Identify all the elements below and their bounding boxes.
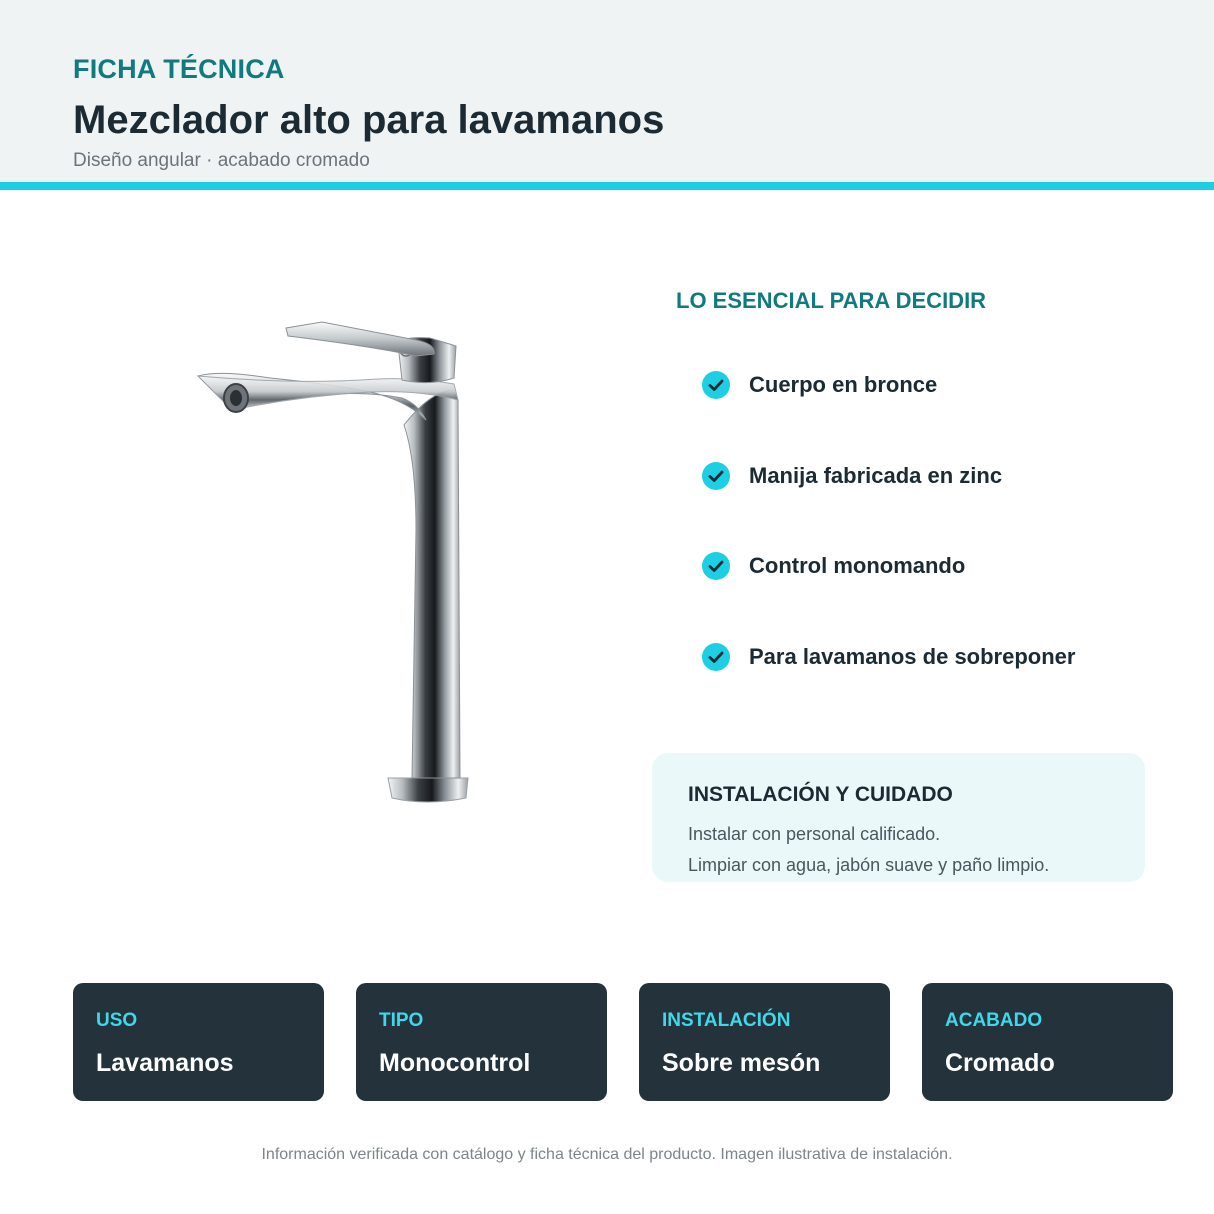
spec-value: Monocontrol (379, 1049, 531, 1077)
feature-label: Para lavamanos de sobreponer (749, 644, 1076, 669)
spec-value: Lavamanos (96, 1049, 234, 1077)
check-circle-icon (702, 552, 730, 580)
spec-card-tipo (356, 983, 607, 1101)
spec-value: Cromado (945, 1049, 1055, 1077)
page-subtitle: Diseño angular · acabado cromado (73, 150, 370, 171)
check-circle-icon (702, 371, 730, 399)
feature-label: Control monomando (749, 553, 966, 578)
feature-label: Manija fabricada en zinc (749, 463, 1003, 488)
spec-card-acabado (922, 983, 1173, 1101)
eyebrow-label: FICHA TÉCNICA (73, 54, 285, 84)
check-circle-icon (702, 462, 730, 490)
spec-label: INSTALACIÓN (662, 1010, 791, 1031)
feature-label: Cuerpo en bronce (749, 372, 938, 397)
check-circle-icon (702, 643, 730, 671)
spec-card-uso (73, 983, 324, 1101)
faucet-illustration (180, 300, 500, 820)
header-accent-bar (0, 182, 1214, 190)
spec-label: TIPO (379, 1010, 424, 1031)
spec-label: ACABADO (945, 1010, 1043, 1031)
page-title: Mezclador alto para lavamanos (73, 98, 665, 142)
feature-item (702, 642, 1075, 672)
feature-item (702, 370, 937, 400)
care-line: Limpiar con agua, jabón suave y paño limpio. (688, 855, 1050, 875)
spec-label: USO (96, 1010, 138, 1031)
spec-value: Sobre mesón (662, 1049, 821, 1077)
spec-card-instalacion (639, 983, 890, 1101)
feature-item (702, 551, 965, 581)
feature-item (702, 461, 1002, 491)
care-heading: INSTALACIÓN Y CUIDADO (688, 783, 953, 806)
footnote: Información verificada con catálogo y ficha técnica del producto. Imagen ilustrativa de instalación. (261, 1146, 953, 1163)
care-line: Instalar con personal calificado. (688, 824, 941, 844)
care-panel (652, 753, 1145, 882)
product-image (180, 300, 500, 820)
essentials-heading: LO ESENCIAL PARA DECIDIR (676, 288, 987, 313)
